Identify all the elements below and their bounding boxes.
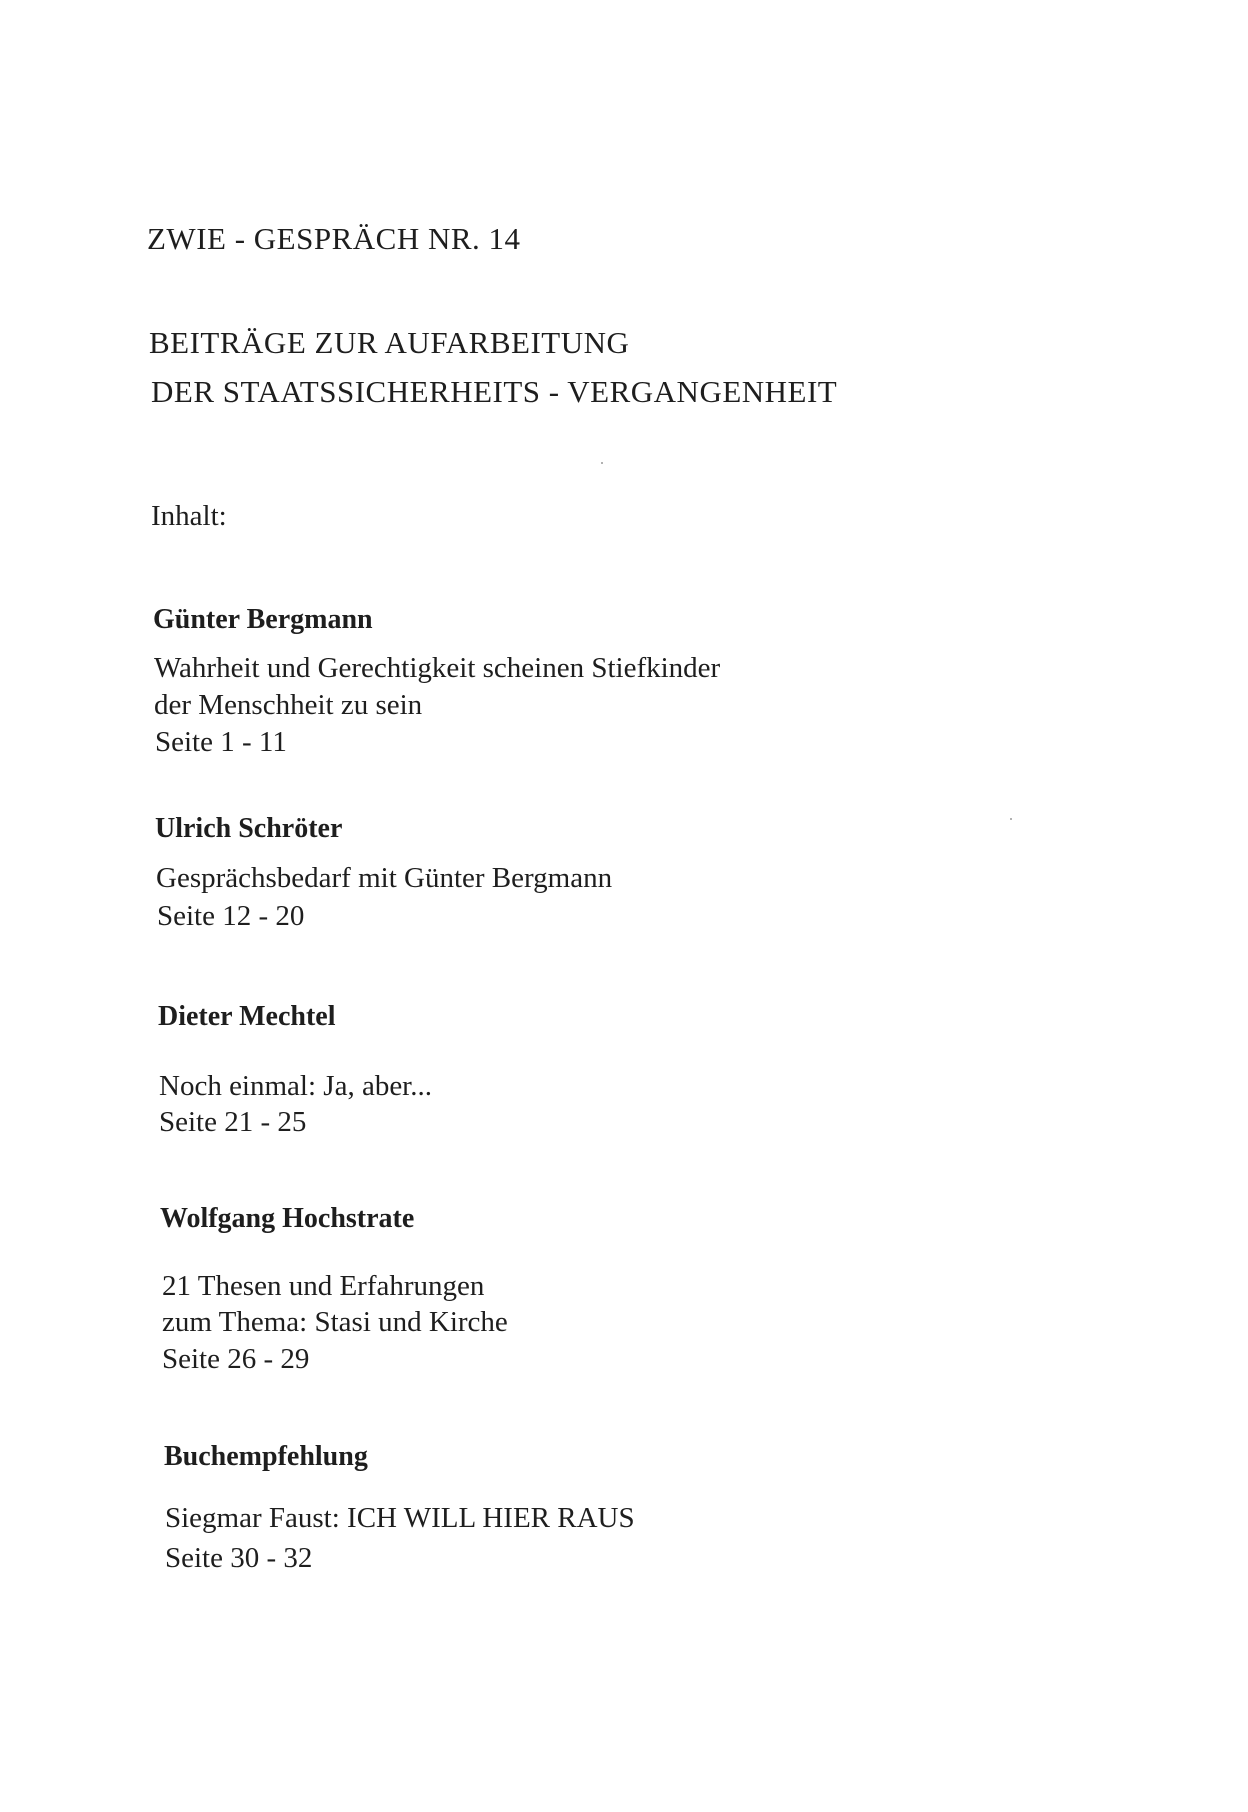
- series-title: ZWIE - GESPRÄCH NR. 14: [147, 221, 521, 256]
- entry-title-line: der Menschheit zu sein: [154, 689, 423, 721]
- entry-author: Ulrich Schröter: [155, 813, 343, 844]
- entry-author: Günter Bergmann: [153, 604, 373, 635]
- entry-pages: Seite 1 - 11: [155, 726, 287, 758]
- subtitle-line-2: DER STAATSSICHERHEITS - VERGANGENHEIT: [151, 374, 838, 409]
- contents-label: Inhalt:: [151, 500, 227, 532]
- entry-title-line: 21 Thesen und Erfahrungen: [162, 1270, 485, 1302]
- entry-author: Dieter Mechtel: [158, 1001, 336, 1032]
- entry-pages: Seite 30 - 32: [165, 1542, 313, 1574]
- scan-speck: [1010, 818, 1012, 820]
- entry-pages: Seite 26 - 29: [162, 1343, 310, 1375]
- entry-title-line: Noch einmal: Ja, aber...: [159, 1070, 432, 1102]
- scan-speck: [601, 462, 603, 464]
- entry-title-line: Wahrheit und Gerechtigkeit scheinen Stiefkinder: [154, 652, 721, 684]
- entry-author: Wolfgang Hochstrate: [160, 1203, 415, 1234]
- entry-pages: Seite 12 - 20: [157, 900, 305, 932]
- entry-title-line: Siegmar Faust: ICH WILL HIER RAUS: [165, 1502, 635, 1534]
- subtitle-line-1: BEITRÄGE ZUR AUFARBEITUNG: [149, 325, 630, 360]
- entry-author: Buchempfehlung: [164, 1441, 368, 1472]
- entry-pages: Seite 21 - 25: [159, 1106, 307, 1138]
- entry-title-line: Gesprächsbedarf mit Günter Bergmann: [156, 862, 613, 894]
- entry-title-line: zum Thema: Stasi und Kirche: [162, 1306, 508, 1338]
